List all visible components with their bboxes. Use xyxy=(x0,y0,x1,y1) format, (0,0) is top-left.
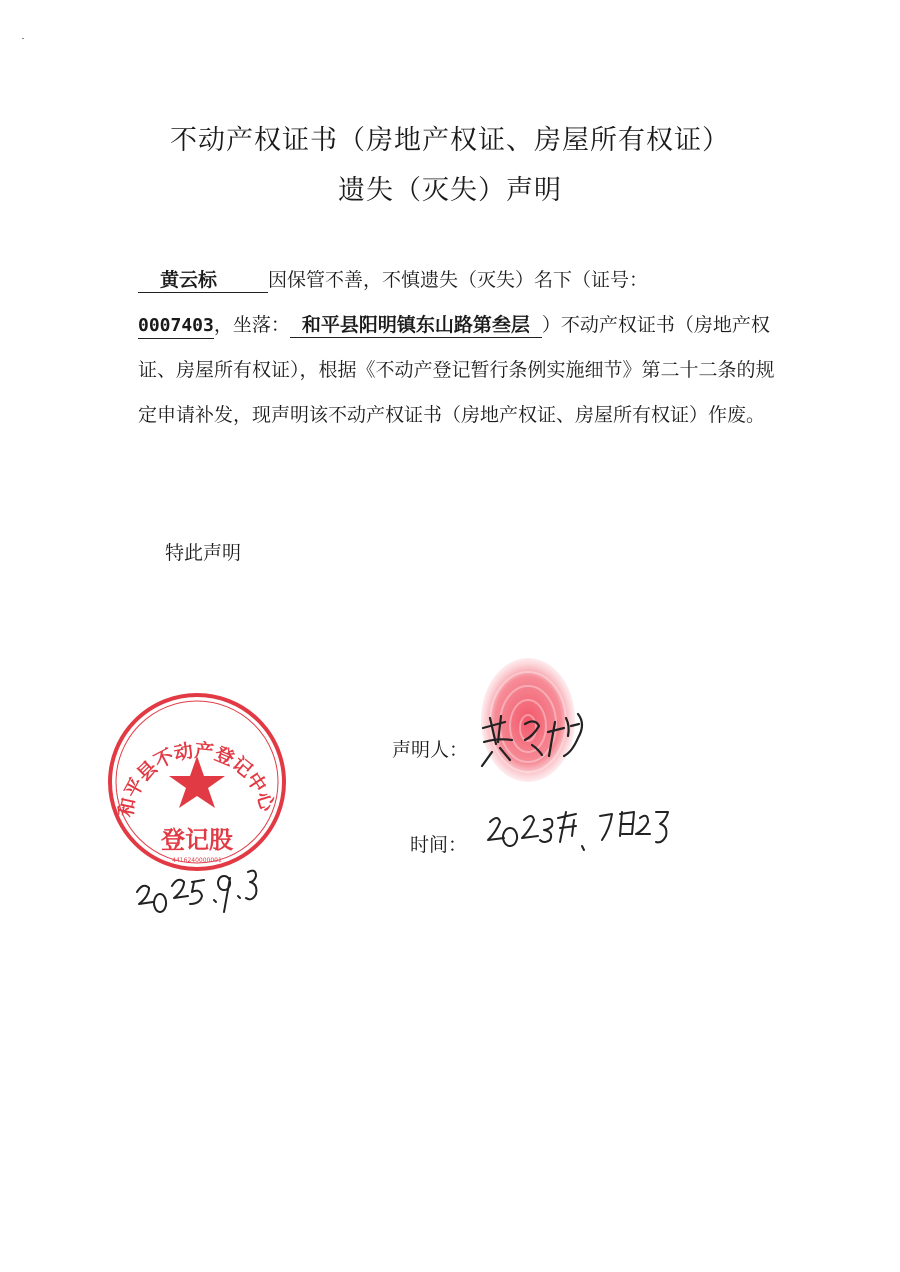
official-seal xyxy=(110,695,284,869)
title-line-1: 不动产权证书（房地产权证、房屋所有权证） xyxy=(170,125,730,156)
declarant-label: 声明人： xyxy=(392,739,469,761)
declaration-text-1: 因保管不善，不慎遗失（灭失）名下（证号： xyxy=(268,269,649,291)
fingerprint-mark xyxy=(481,658,575,782)
title-line-2: 遗失（灭失）声明 xyxy=(338,175,562,206)
seal-inner-text: 登记股 xyxy=(161,826,233,854)
seal-handwritten-date xyxy=(137,871,256,912)
declaration-text-3: ）不动产权证书（房地产权证、房屋所有权证），根据《不动产登记暂行条例实施细节》第二十二条的规定申请补发，现声明该不动产权证书（房地产权证、房屋所有权证）作废。 xyxy=(138,314,775,426)
declaration-text-2: ，坐落： xyxy=(213,314,290,336)
address-field: 和平县阳明镇东山路第叁层 xyxy=(290,313,542,338)
closing-statement: 特此声明 xyxy=(165,542,242,564)
owner-name-field: 黄云标 xyxy=(138,268,268,293)
time-label: 时间： xyxy=(410,834,468,856)
certificate-number-field: 0007403 xyxy=(138,314,214,339)
seal-code-text: 4416240000001 xyxy=(172,857,222,864)
handwritten-date xyxy=(488,812,668,850)
seal-outer-text: 和平县不动产登记中心 xyxy=(114,739,279,819)
